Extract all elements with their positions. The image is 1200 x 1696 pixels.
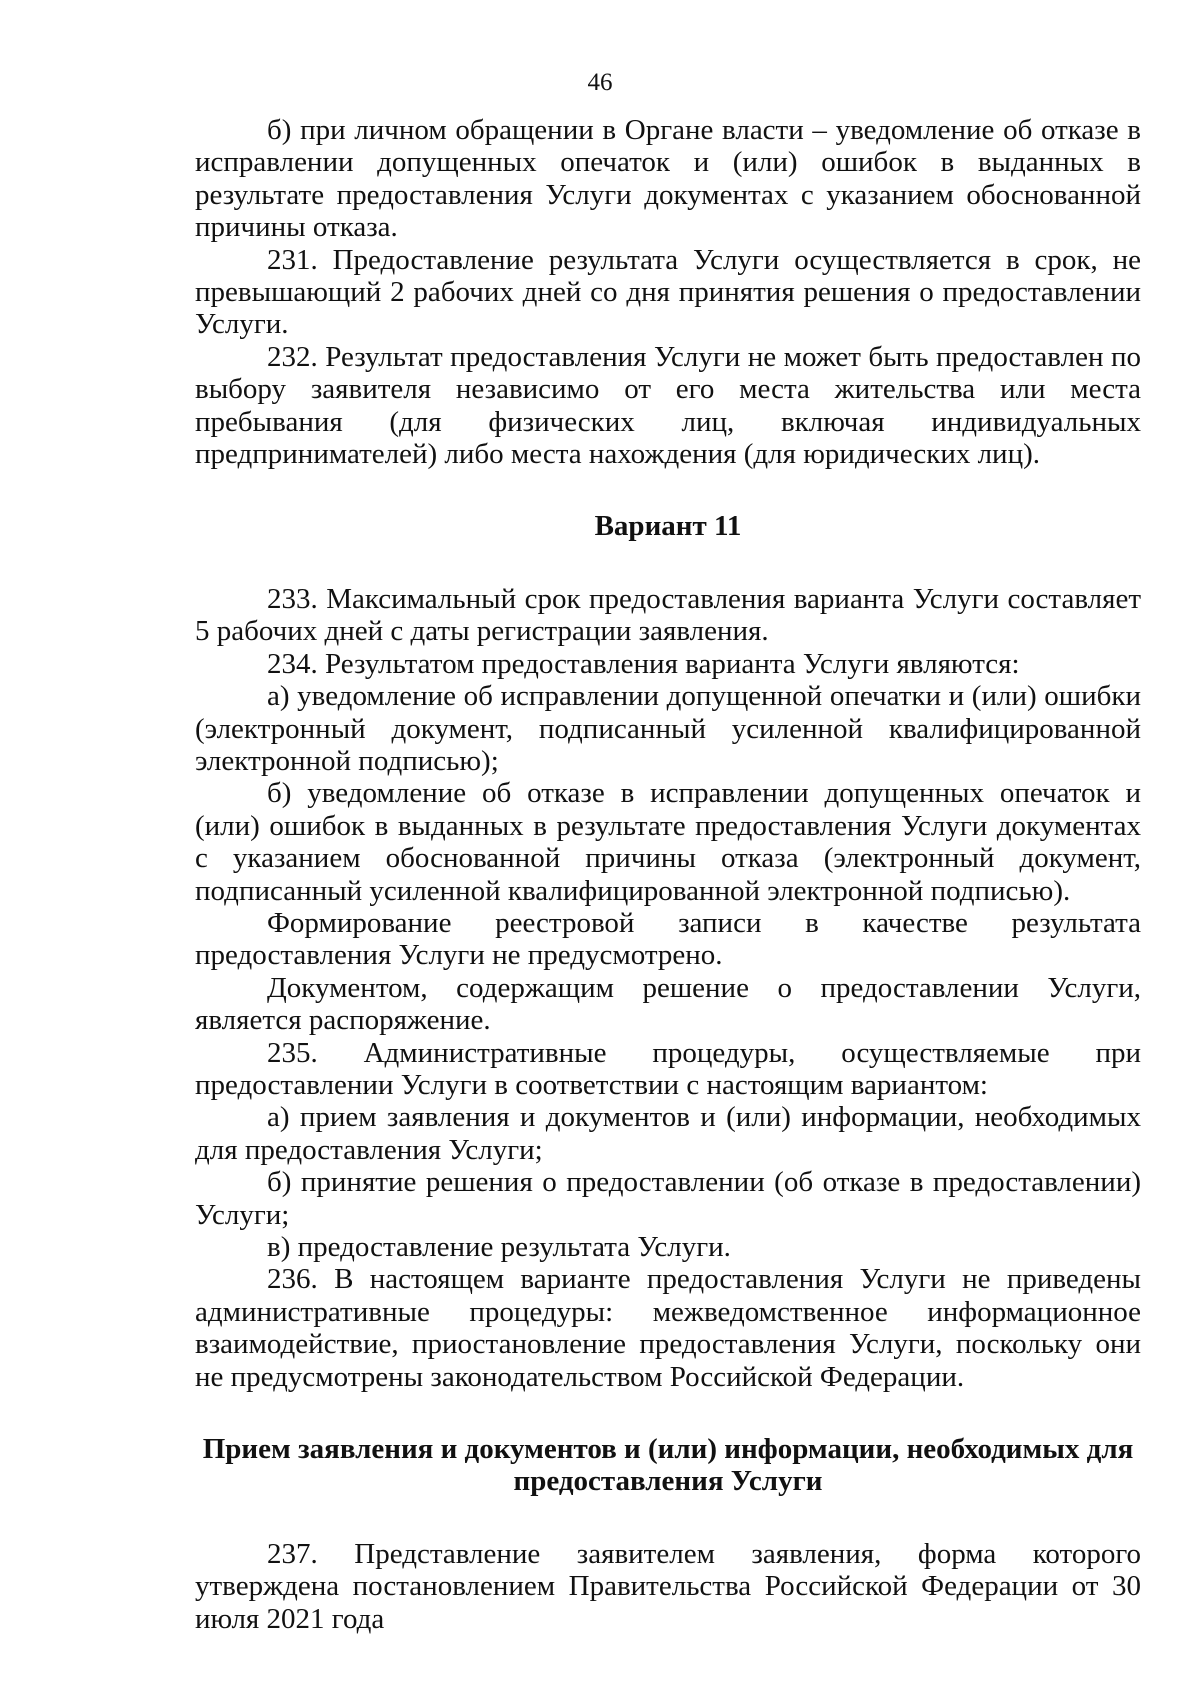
paragraph-234: 234. Результатом предоставления варианта Услуги являются:: [267, 647, 1020, 680]
paragraph-231: 231. Предоставление результата Услуги осуществляется в срок, не превышающий 2 рабочих дней со дня принятия решения о предоставлении Услуги.: [195, 243, 1141, 341]
paragraph-registry-record: Формирование реестровой записи в качестве результата предоставления Услуги не предусмотрено.: [195, 906, 1141, 972]
paragraph-233: 233. Максимальный срок предоставления варианта Услуги составляет 5 рабочих дней с даты регистрации заявления.: [195, 582, 1141, 648]
paragraph-235-c: в) предоставление результата Услуги.: [267, 1231, 731, 1263]
paragraph-235-a: а) прием заявления и документов и (или) информации, необходимых для предоставления Услуги;: [195, 1101, 1141, 1166]
paragraph-234-b: б) уведомление об отказе в исправлении допущенных опечаток и (или) ошибок в выданных в результате предоставления Услуги документах с указанием обоснованной причины отказа (электронный документ, подписанный усиленной квалифицированной электронной подписью).: [195, 777, 1141, 907]
paragraph-237: 237. Представление заявителем заявления, форма которого утверждена постановлением Правительства Российской Федерации от 30 июля 2021 года: [195, 1537, 1141, 1635]
paragraph-236: 236. В настоящем варианте предоставления Услуги не приведены административные процедуры: межведомственное информационное взаимодействие, приостановление предоставления Услуги, поскольку они не предусмотрены законодательством Российской Федерации.: [195, 1263, 1141, 1393]
paragraph-235-b: б) принятие решения о предоставлении (об отказе в предоставлении) Услуги;: [195, 1166, 1141, 1231]
paragraph-b-refusal: б) при личном обращении в Органе власти – уведомление об отказе в исправлении допущенных опечаток и (или) ошибок в выданных в результате предоставления Услуги документах с указанием обоснованной причины отказа.: [195, 114, 1141, 244]
paragraph-234-a: а) уведомление об исправлении допущенной опечатки и (или) ошибки (электронный документ, подписанный усиленной квалифицированной электронной подписью);: [195, 680, 1141, 777]
heading-section: Прием заявления и документов и (или) информации, необходимых для предоставления Услуги: [202, 1433, 1134, 1498]
page-number: 46: [587, 69, 613, 96]
paragraph-235: 235. Административные процедуры, осуществляемые при предоставлении Услуги в соответствии с настоящим вариантом:: [195, 1036, 1141, 1101]
heading-variant: Вариант 11: [594, 510, 742, 543]
paragraph-decision-document: Документом, содержащим решение о предоставлении Услуги, является распоряжение.: [195, 971, 1141, 1037]
paragraph-232: 232. Результат предоставления Услуги не может быть предоставлен по выбору заявителя независимо от его места жительства или места пребывания (для физических лиц, включая индивидуальных предпринимателей) либо места нахождения (для юридических лиц).: [195, 340, 1141, 471]
document-body: [195, 114, 1141, 1635]
